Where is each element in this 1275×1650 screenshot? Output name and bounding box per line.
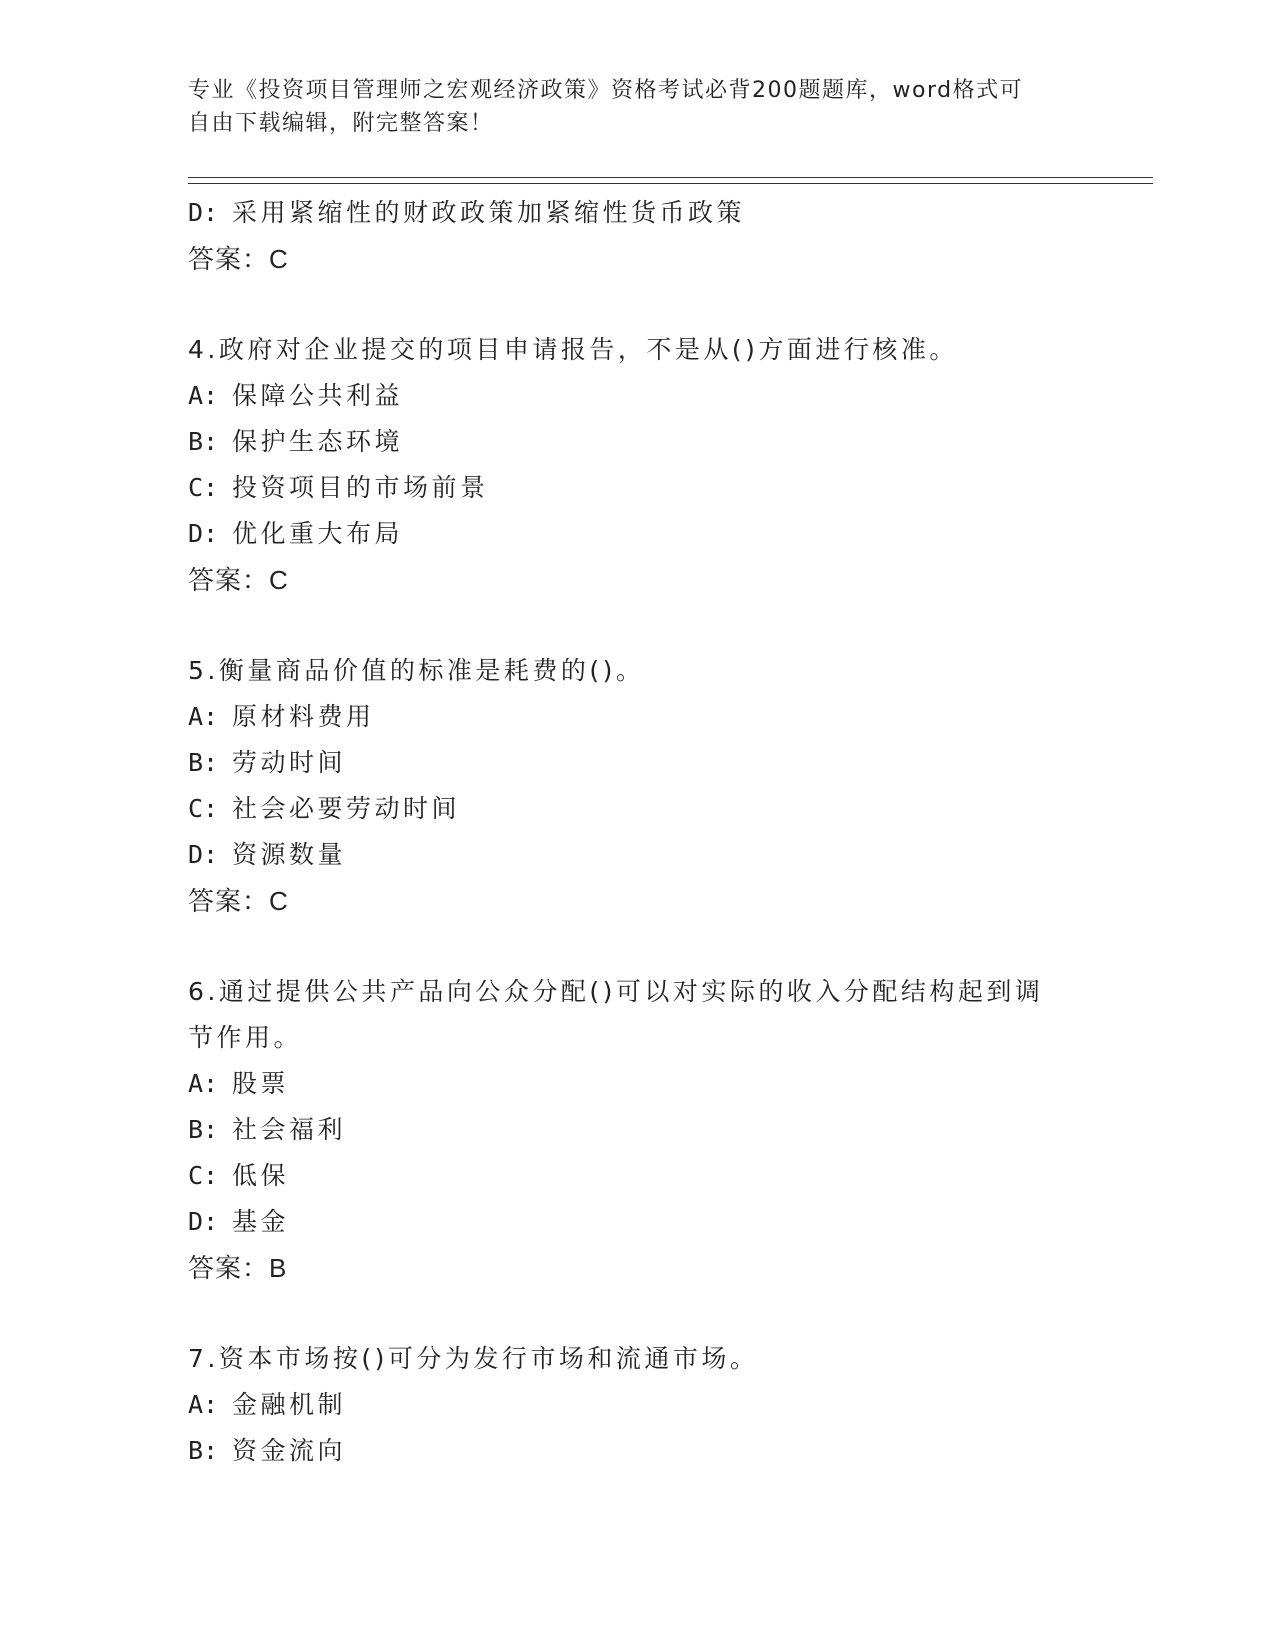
option-text: 保障公共利益 bbox=[232, 381, 404, 410]
option-text: 优化重大布局 bbox=[232, 519, 404, 548]
option-d bbox=[188, 832, 1148, 878]
option-label: B: bbox=[188, 1115, 219, 1144]
header-divider-top bbox=[188, 177, 1153, 178]
question-5 bbox=[188, 648, 1148, 924]
option-label: D: bbox=[188, 519, 219, 548]
question-list bbox=[188, 190, 1148, 1474]
answer: 答案：C bbox=[188, 244, 289, 274]
option-d bbox=[188, 1199, 1148, 1245]
option-c bbox=[188, 786, 1148, 832]
question-4 bbox=[188, 327, 1148, 603]
option-d bbox=[188, 511, 1148, 557]
option-b bbox=[188, 419, 1148, 465]
option-label: A: bbox=[188, 381, 219, 410]
question-text: 6.通过提供公共产品向公众分配()可以对实际的收入分配结构起到调 bbox=[188, 977, 1044, 1006]
option-label: D: bbox=[188, 198, 219, 227]
answer: 答案：C bbox=[188, 886, 289, 916]
option-a bbox=[188, 694, 1148, 740]
option-label: B: bbox=[188, 748, 219, 777]
option-text: 保护生态环境 bbox=[232, 427, 404, 456]
option-label: C: bbox=[188, 1161, 219, 1190]
header-line-1: 专业《投资项目管理师之宏观经济政策》资格考试必背200题题库，word格式可 bbox=[188, 78, 1024, 103]
option-text: 资源数量 bbox=[232, 840, 347, 869]
option-text: 劳动时间 bbox=[232, 748, 347, 777]
option-b bbox=[188, 1107, 1148, 1153]
question-text: 5.衡量商品价值的标准是耗费的()。 bbox=[188, 656, 645, 685]
option-label: A: bbox=[188, 1390, 219, 1419]
option-label: D: bbox=[188, 840, 219, 869]
answer: 答案：C bbox=[188, 565, 289, 595]
option-label: C: bbox=[188, 473, 219, 502]
option-text: 资金流向 bbox=[232, 1436, 347, 1465]
option-c bbox=[188, 465, 1148, 511]
option-text: 采用紧缩性的财政政策加紧缩性货币政策 bbox=[232, 198, 746, 227]
option-text: 社会必要劳动时间 bbox=[232, 794, 461, 823]
option-a bbox=[188, 1061, 1148, 1107]
document-header bbox=[188, 74, 1088, 140]
question-6 bbox=[188, 969, 1148, 1291]
option-label: A: bbox=[188, 1069, 219, 1098]
option-b bbox=[188, 1428, 1148, 1474]
option-b bbox=[188, 740, 1148, 786]
option-text: 基金 bbox=[232, 1207, 290, 1236]
option-label: D: bbox=[188, 1207, 219, 1236]
option-label: A: bbox=[188, 702, 219, 731]
header-divider-bottom bbox=[188, 183, 1153, 184]
option-text: 股票 bbox=[232, 1069, 290, 1098]
question-text-continued: 节作用。 bbox=[188, 1023, 303, 1052]
option-text: 金融机制 bbox=[232, 1390, 347, 1419]
option-text: 投资项目的市场前景 bbox=[232, 473, 489, 502]
option-label: C: bbox=[188, 794, 219, 823]
option-d bbox=[188, 190, 1148, 236]
question-7 bbox=[188, 1336, 1148, 1474]
question-text: 4.政府对企业提交的项目申请报告，不是从()方面进行核准。 bbox=[188, 335, 958, 364]
header-line-2: 自由下载编辑，附完整答案！ bbox=[188, 111, 494, 136]
option-a bbox=[188, 373, 1148, 419]
option-c bbox=[188, 1153, 1148, 1199]
option-text: 低保 bbox=[232, 1161, 290, 1190]
answer: 答案：B bbox=[188, 1253, 288, 1283]
option-label: B: bbox=[188, 427, 219, 456]
option-label: B: bbox=[188, 1436, 219, 1465]
option-text: 原材料费用 bbox=[232, 702, 375, 731]
option-text: 社会福利 bbox=[232, 1115, 347, 1144]
option-a bbox=[188, 1382, 1148, 1428]
question-text: 7.资本市场按()可分为发行市场和流通市场。 bbox=[188, 1344, 759, 1373]
